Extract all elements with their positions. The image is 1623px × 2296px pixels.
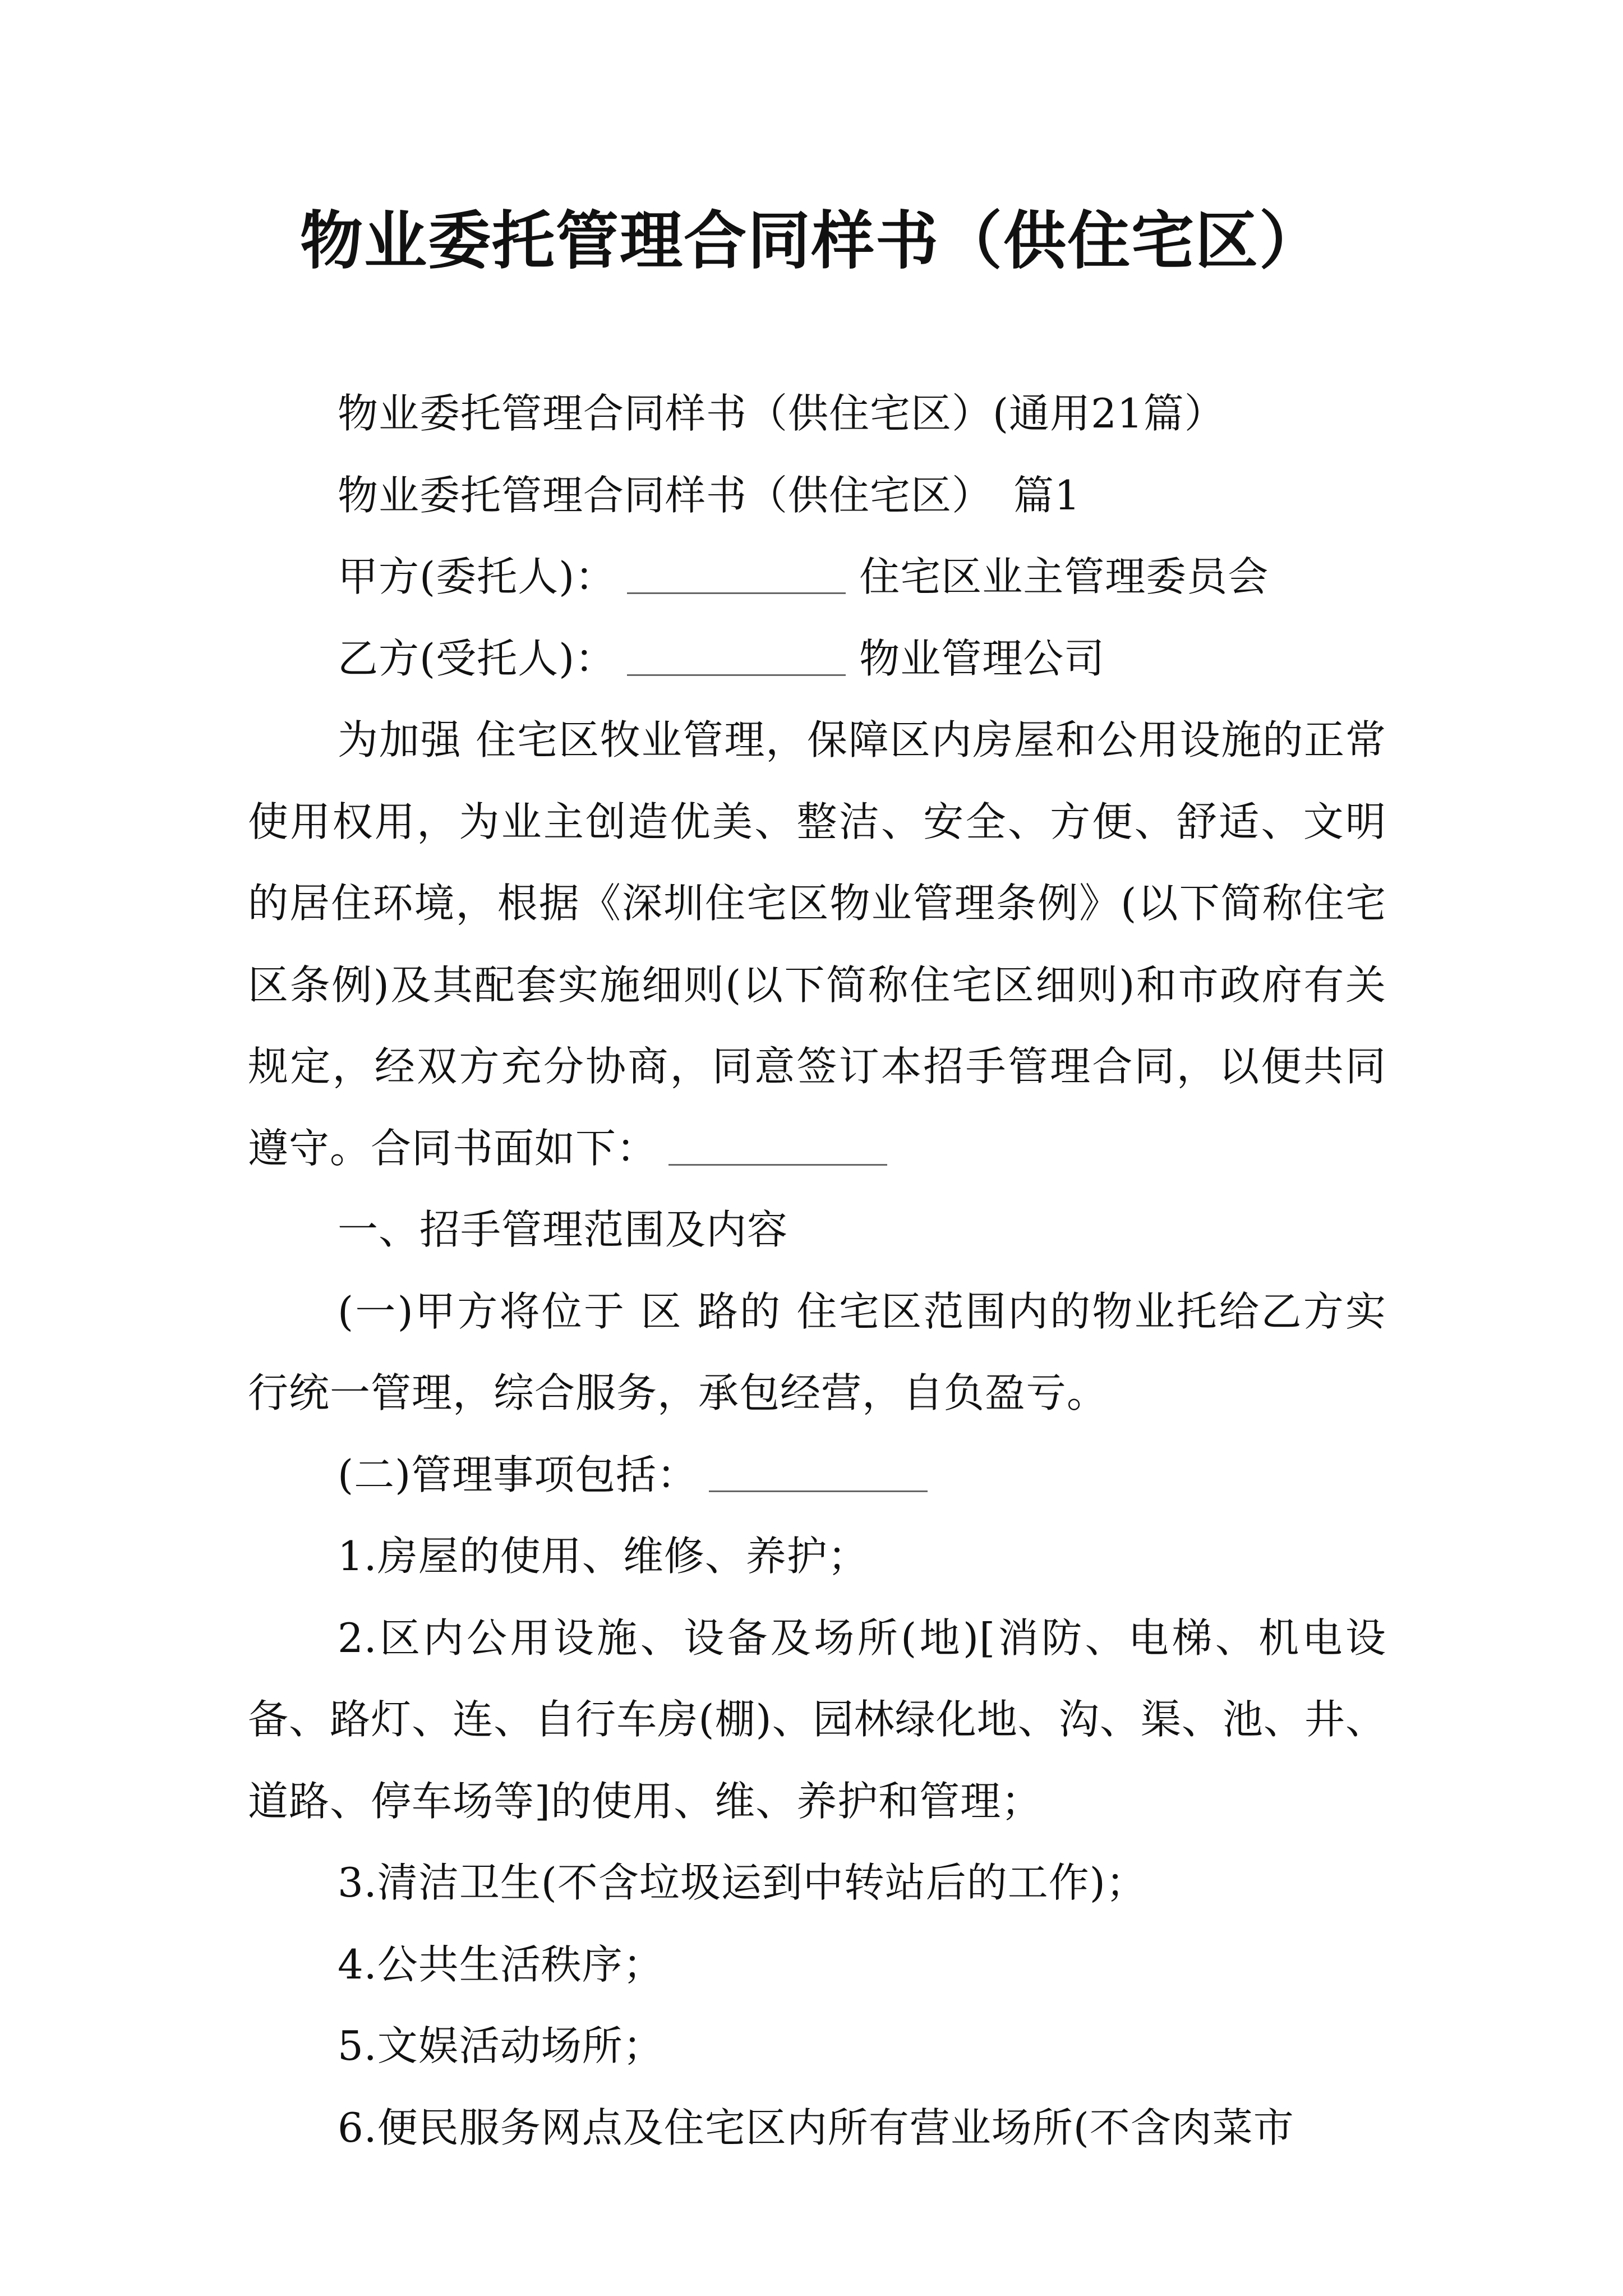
party-b-line xyxy=(248,618,1386,700)
article-heading: 物业委托管理合同样书（供住宅区） 篇1 xyxy=(338,471,1081,519)
list-item: 6.便民服务网点及住宅区内所有营业场所(不含肉菜市 xyxy=(338,2104,1294,2151)
intro-text: 为加强 住宅区牧业管理，保障区内房屋和公用设施的正常使用权用，为业主创造优美、整洁、安全、方便、舒适、文明的居住环境，根据《深圳住宅区物业管理条例》(以下简称住宅区条例)及其配套实施细则(以下简称住宅区细则)和市政府有关规定，经双方充分协商，同意签订本招手管理合同，以便共同遵守。合同书面如下： xyxy=(248,716,1386,1172)
list-item: 3.清洁卫生(不含垃圾运到中转站后的工作)； xyxy=(338,1859,1147,1906)
list-item: 2.区内公用设施、设备及场所(地)[消防、电梯、机电设备、路灯、连、自行车房(棚)、园林绿化地、沟、渠、池、井、道路、停车场等]的使用、维、养护和管理； xyxy=(248,1614,1386,1825)
clause-paragraph xyxy=(248,1434,1386,1516)
document-subtitle: 物业委托管理合同样书（供住宅区）(通用21篇） xyxy=(338,390,1225,437)
party-b-name: 物业管理公司 xyxy=(859,634,1105,682)
party-b-label: 乙方(受托人)： xyxy=(338,634,616,682)
list-item: 4.公共生活秩序； xyxy=(338,1940,664,1988)
list-item: 5.文娱活动场所； xyxy=(338,2022,664,2069)
clause-blank xyxy=(709,1451,928,1492)
clause-text: (二)管理事项包括： xyxy=(338,1451,698,1498)
party-a-name: 住宅区业主管理委员会 xyxy=(859,553,1269,600)
party-b-blank xyxy=(627,635,846,676)
document-title: 物业委托管理合同样书（供住宅区） xyxy=(300,205,1323,278)
intro-blank xyxy=(668,1125,887,1166)
section-heading: 一、招手管理范围及内容 xyxy=(338,1206,789,1253)
list-item: 1.房屋的使用、维修、养护； xyxy=(338,1533,869,1580)
clause-paragraph: (一)甲方将位于 区 路的 住宅区范围内的物业托给乙方实行统一管理，综合服务，承包经营，自负盈亏。 xyxy=(248,1287,1386,1416)
party-a-label: 甲方(委托人)： xyxy=(338,553,616,600)
party-a-line xyxy=(248,536,1386,618)
intro-paragraph xyxy=(248,700,1386,1189)
document-body xyxy=(248,373,1386,2169)
party-a-blank xyxy=(627,553,846,594)
